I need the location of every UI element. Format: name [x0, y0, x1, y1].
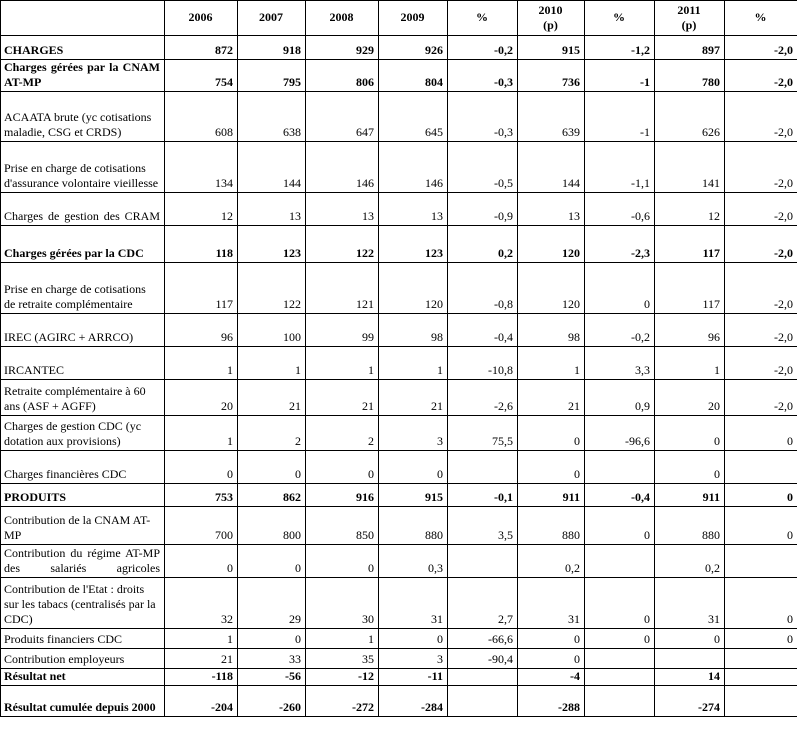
- table-cell: 3: [379, 416, 448, 451]
- table-cell: 806: [306, 60, 379, 92]
- table-cell: -10,8: [448, 347, 518, 380]
- row-label: CHARGES: [1, 36, 165, 60]
- table-cell: 117: [655, 263, 725, 314]
- table-cell: 0: [379, 451, 448, 484]
- header-2011-sub: (p): [681, 17, 697, 32]
- table-row: [1, 193, 797, 226]
- table-cell: 30: [306, 578, 379, 629]
- table-cell: 0: [585, 507, 655, 545]
- row-label: Retraite complémentaire à 60 ans (ASF + AGFF): [1, 380, 165, 416]
- table-cell: 753: [165, 484, 238, 507]
- table-row: [1, 451, 797, 484]
- table-cell: 795: [238, 60, 306, 92]
- table-cell: 123: [238, 226, 306, 263]
- row-label: Charges financières CDC: [1, 451, 165, 484]
- table-cell: [448, 669, 518, 686]
- row-label: Contribution du régime AT-MP des salariés agricoles: [1, 545, 165, 578]
- table-cell: 918: [238, 36, 306, 60]
- table-cell: [448, 451, 518, 484]
- header-2011: [655, 1, 725, 36]
- table-cell: 122: [238, 263, 306, 314]
- table-cell: 0: [518, 649, 585, 669]
- table-cell: 0,2: [655, 545, 725, 578]
- table-cell: -1,2: [585, 36, 655, 60]
- table-cell: -1,1: [585, 142, 655, 193]
- table-cell: 96: [165, 314, 238, 347]
- row-label: Résultat cumulée depuis 2000: [1, 686, 165, 717]
- table-cell: 3,3: [585, 347, 655, 380]
- table-cell: 3,5: [448, 507, 518, 545]
- table-cell: 0: [518, 416, 585, 451]
- table-cell: -260: [238, 686, 306, 717]
- table-cell: 31: [655, 578, 725, 629]
- row-label: Contribution employeurs: [1, 649, 165, 669]
- table-row: [1, 629, 797, 649]
- header-2008: 2008: [306, 1, 379, 36]
- row-label: Produits financiers CDC: [1, 629, 165, 649]
- table-cell: 754: [165, 60, 238, 92]
- table-cell: 0: [518, 629, 585, 649]
- table-cell: -204: [165, 686, 238, 717]
- table-cell: 872: [165, 36, 238, 60]
- table-cell: [448, 545, 518, 578]
- table-cell: -0,6: [585, 193, 655, 226]
- row-label: Prise en charge de cotisations d'assurance volontaire vieillesse: [1, 142, 165, 193]
- table-cell: 736: [518, 60, 585, 92]
- table-cell: 75,5: [448, 416, 518, 451]
- table-cell: -0,3: [448, 60, 518, 92]
- table-cell: 0: [585, 263, 655, 314]
- table-cell: 141: [655, 142, 725, 193]
- table-cell: 146: [379, 142, 448, 193]
- table-cell: 13: [306, 193, 379, 226]
- table-cell: 800: [238, 507, 306, 545]
- table-cell: 31: [518, 578, 585, 629]
- table-cell: 916: [306, 484, 379, 507]
- table-cell: 35: [306, 649, 379, 669]
- table-cell: 626: [655, 92, 725, 142]
- table-row: [1, 226, 797, 263]
- table-cell: 1: [518, 347, 585, 380]
- table-cell: 31: [379, 578, 448, 629]
- table-row: [1, 92, 797, 142]
- table-cell: -56: [238, 669, 306, 686]
- table-cell: 639: [518, 92, 585, 142]
- table-cell: 21: [379, 380, 448, 416]
- table-cell: 0: [165, 545, 238, 578]
- table-cell: [585, 669, 655, 686]
- table-cell: -2,0: [725, 347, 797, 380]
- table-cell: 33: [238, 649, 306, 669]
- row-label: IREC (AGIRC + ARRCO): [1, 314, 165, 347]
- row-label: IRCANTEC: [1, 347, 165, 380]
- table-cell: -2,0: [725, 380, 797, 416]
- table-cell: 13: [518, 193, 585, 226]
- table-cell: -11: [379, 669, 448, 686]
- table-cell: 0: [725, 578, 797, 629]
- table-cell: 100: [238, 314, 306, 347]
- table-cell: 96: [655, 314, 725, 347]
- table-cell: [725, 686, 797, 717]
- table-cell: 0: [655, 629, 725, 649]
- table-cell: -12: [306, 669, 379, 686]
- table-cell: 2: [238, 416, 306, 451]
- table-cell: 134: [165, 142, 238, 193]
- table-cell: 926: [379, 36, 448, 60]
- table-cell: 21: [518, 380, 585, 416]
- table-cell: 120: [518, 263, 585, 314]
- table-cell: 880: [379, 507, 448, 545]
- table-cell: 608: [165, 92, 238, 142]
- table-row: [1, 416, 797, 451]
- table-cell: -66,6: [448, 629, 518, 649]
- table-row: [1, 314, 797, 347]
- table-row: [1, 484, 797, 507]
- table-cell: -272: [306, 686, 379, 717]
- row-label: ACAATA brute (yc cotisations maladie, CSG et CRDS): [1, 92, 165, 142]
- header-2010-sub: (p): [543, 17, 558, 32]
- row-label: Contribution de l'Etat : droits sur les tabacs (centralisés par la CDC): [1, 578, 165, 629]
- table-row: [1, 669, 797, 686]
- table-cell: 98: [518, 314, 585, 347]
- table-row: [1, 686, 797, 717]
- table-cell: 21: [238, 380, 306, 416]
- table-cell: -2,0: [725, 36, 797, 60]
- header-2011-year: 2011: [677, 2, 701, 17]
- table-cell: 0,9: [585, 380, 655, 416]
- row-label: Charges gérées par la CDC: [1, 226, 165, 263]
- table-cell: [448, 686, 518, 717]
- table-cell: 0: [725, 629, 797, 649]
- table-cell: 0: [655, 451, 725, 484]
- table-cell: 144: [518, 142, 585, 193]
- row-label: Charges de gestion des CRAM: [1, 193, 165, 226]
- table-cell: -284: [379, 686, 448, 717]
- table-cell: [725, 451, 797, 484]
- table-cell: -90,4: [448, 649, 518, 669]
- table-cell: -2,0: [725, 263, 797, 314]
- table-cell: [725, 669, 797, 686]
- table-cell: -274: [655, 686, 725, 717]
- row-label: Charges de gestion CDC (yc dotation aux provisions): [1, 416, 165, 451]
- table-cell: 780: [655, 60, 725, 92]
- table-row: [1, 263, 797, 314]
- table-cell: 911: [655, 484, 725, 507]
- table-cell: [725, 545, 797, 578]
- table-cell: 0: [306, 451, 379, 484]
- table-row: [1, 347, 797, 380]
- table-cell: 1: [165, 416, 238, 451]
- table-cell: 1: [306, 629, 379, 649]
- table-cell: -2,0: [725, 314, 797, 347]
- table-cell: 146: [306, 142, 379, 193]
- row-label: Contribution de la CNAM AT-MP: [1, 507, 165, 545]
- table-cell: 13: [379, 193, 448, 226]
- table-cell: 118: [165, 226, 238, 263]
- table-cell: 32: [165, 578, 238, 629]
- table-row: [1, 545, 797, 578]
- table-cell: -2,0: [725, 193, 797, 226]
- table-cell: 850: [306, 507, 379, 545]
- table-cell: [585, 451, 655, 484]
- table-cell: 915: [518, 36, 585, 60]
- table-cell: 0: [725, 507, 797, 545]
- table-cell: 12: [165, 193, 238, 226]
- table-cell: 915: [379, 484, 448, 507]
- table-cell: 1: [655, 347, 725, 380]
- table-cell: 911: [518, 484, 585, 507]
- row-label: PRODUITS: [1, 484, 165, 507]
- header-pct-3: %: [725, 1, 797, 36]
- header-2009: 2009: [379, 1, 448, 36]
- table-cell: 0: [518, 451, 585, 484]
- table-cell: 20: [655, 380, 725, 416]
- header-2007: 2007: [238, 1, 306, 36]
- table-cell: -4: [518, 669, 585, 686]
- table-cell: 144: [238, 142, 306, 193]
- table-cell: -0,5: [448, 142, 518, 193]
- header-2010: [518, 1, 585, 36]
- table-cell: 1: [165, 629, 238, 649]
- table-cell: 21: [306, 380, 379, 416]
- table-cell: 0: [306, 545, 379, 578]
- table-cell: -1: [585, 92, 655, 142]
- table-cell: 117: [655, 226, 725, 263]
- header-pct-1: %: [448, 1, 518, 36]
- header-pct-2: %: [585, 1, 655, 36]
- table-cell: 880: [655, 507, 725, 545]
- header-2006: 2006: [165, 1, 238, 36]
- table-cell: 638: [238, 92, 306, 142]
- table-cell: 29: [238, 578, 306, 629]
- table-cell: 0: [165, 451, 238, 484]
- table-cell: 120: [379, 263, 448, 314]
- table-cell: 12: [655, 193, 725, 226]
- table-cell: 0,3: [379, 545, 448, 578]
- row-label: Résultat net: [1, 669, 165, 686]
- table-cell: 0: [379, 629, 448, 649]
- table-cell: 20: [165, 380, 238, 416]
- table-row: [1, 578, 797, 629]
- table-cell: 99: [306, 314, 379, 347]
- table-cell: -0,2: [448, 36, 518, 60]
- table-cell: -2,0: [725, 142, 797, 193]
- table-cell: 123: [379, 226, 448, 263]
- table-cell: [585, 686, 655, 717]
- header-2010-year: 2010: [538, 2, 563, 17]
- table-row: [1, 380, 797, 416]
- table-cell: 3: [379, 649, 448, 669]
- table-cell: -0,8: [448, 263, 518, 314]
- table-row: [1, 142, 797, 193]
- table-cell: 122: [306, 226, 379, 263]
- row-label: Charges gérées par la CNAM AT-MP: [1, 60, 165, 92]
- table-cell: 14: [655, 669, 725, 686]
- table-cell: 1: [165, 347, 238, 380]
- table-cell: -2,6: [448, 380, 518, 416]
- table-cell: -0,9: [448, 193, 518, 226]
- table-row: [1, 649, 797, 669]
- table-cell: -2,0: [725, 92, 797, 142]
- table-cell: [655, 649, 725, 669]
- table-cell: -96,6: [585, 416, 655, 451]
- table-cell: -2,0: [725, 226, 797, 263]
- table-cell: 0: [585, 578, 655, 629]
- table-cell: 0: [238, 629, 306, 649]
- table-cell: 0: [585, 629, 655, 649]
- table-cell: [725, 649, 797, 669]
- table-cell: 0: [238, 451, 306, 484]
- table-cell: [585, 649, 655, 669]
- table-row: [1, 507, 797, 545]
- table-cell: [585, 545, 655, 578]
- table-cell: -1: [585, 60, 655, 92]
- table-cell: 120: [518, 226, 585, 263]
- table-cell: 0: [238, 545, 306, 578]
- table-cell: -0,4: [585, 484, 655, 507]
- table-cell: 700: [165, 507, 238, 545]
- header-row: [1, 1, 797, 36]
- table-cell: 98: [379, 314, 448, 347]
- table-cell: 0: [655, 416, 725, 451]
- table-cell: 880: [518, 507, 585, 545]
- header-blank: [1, 1, 165, 36]
- table-cell: -0,4: [448, 314, 518, 347]
- table-cell: -2,0: [725, 60, 797, 92]
- table-cell: 804: [379, 60, 448, 92]
- row-label: Prise en charge de cotisations de retraite complémentaire: [1, 263, 165, 314]
- table-cell: 647: [306, 92, 379, 142]
- table-row: [1, 60, 797, 92]
- table-cell: 21: [165, 649, 238, 669]
- table-cell: 0,2: [448, 226, 518, 263]
- table-cell: 0: [725, 416, 797, 451]
- table-cell: -288: [518, 686, 585, 717]
- table-cell: 929: [306, 36, 379, 60]
- table-cell: 897: [655, 36, 725, 60]
- table-cell: 117: [165, 263, 238, 314]
- table-cell: 2: [306, 416, 379, 451]
- table-cell: 645: [379, 92, 448, 142]
- table-row: [1, 36, 797, 60]
- table-cell: 0,2: [518, 545, 585, 578]
- table-cell: -2,3: [585, 226, 655, 263]
- table-cell: -118: [165, 669, 238, 686]
- table-cell: 1: [379, 347, 448, 380]
- table-cell: 121: [306, 263, 379, 314]
- table-cell: 1: [238, 347, 306, 380]
- table-cell: -0,3: [448, 92, 518, 142]
- table-cell: 2,7: [448, 578, 518, 629]
- table-cell: 862: [238, 484, 306, 507]
- table-cell: 13: [238, 193, 306, 226]
- table-cell: -0,2: [585, 314, 655, 347]
- table-cell: 1: [306, 347, 379, 380]
- table-cell: -0,1: [448, 484, 518, 507]
- table-cell: 0: [725, 484, 797, 507]
